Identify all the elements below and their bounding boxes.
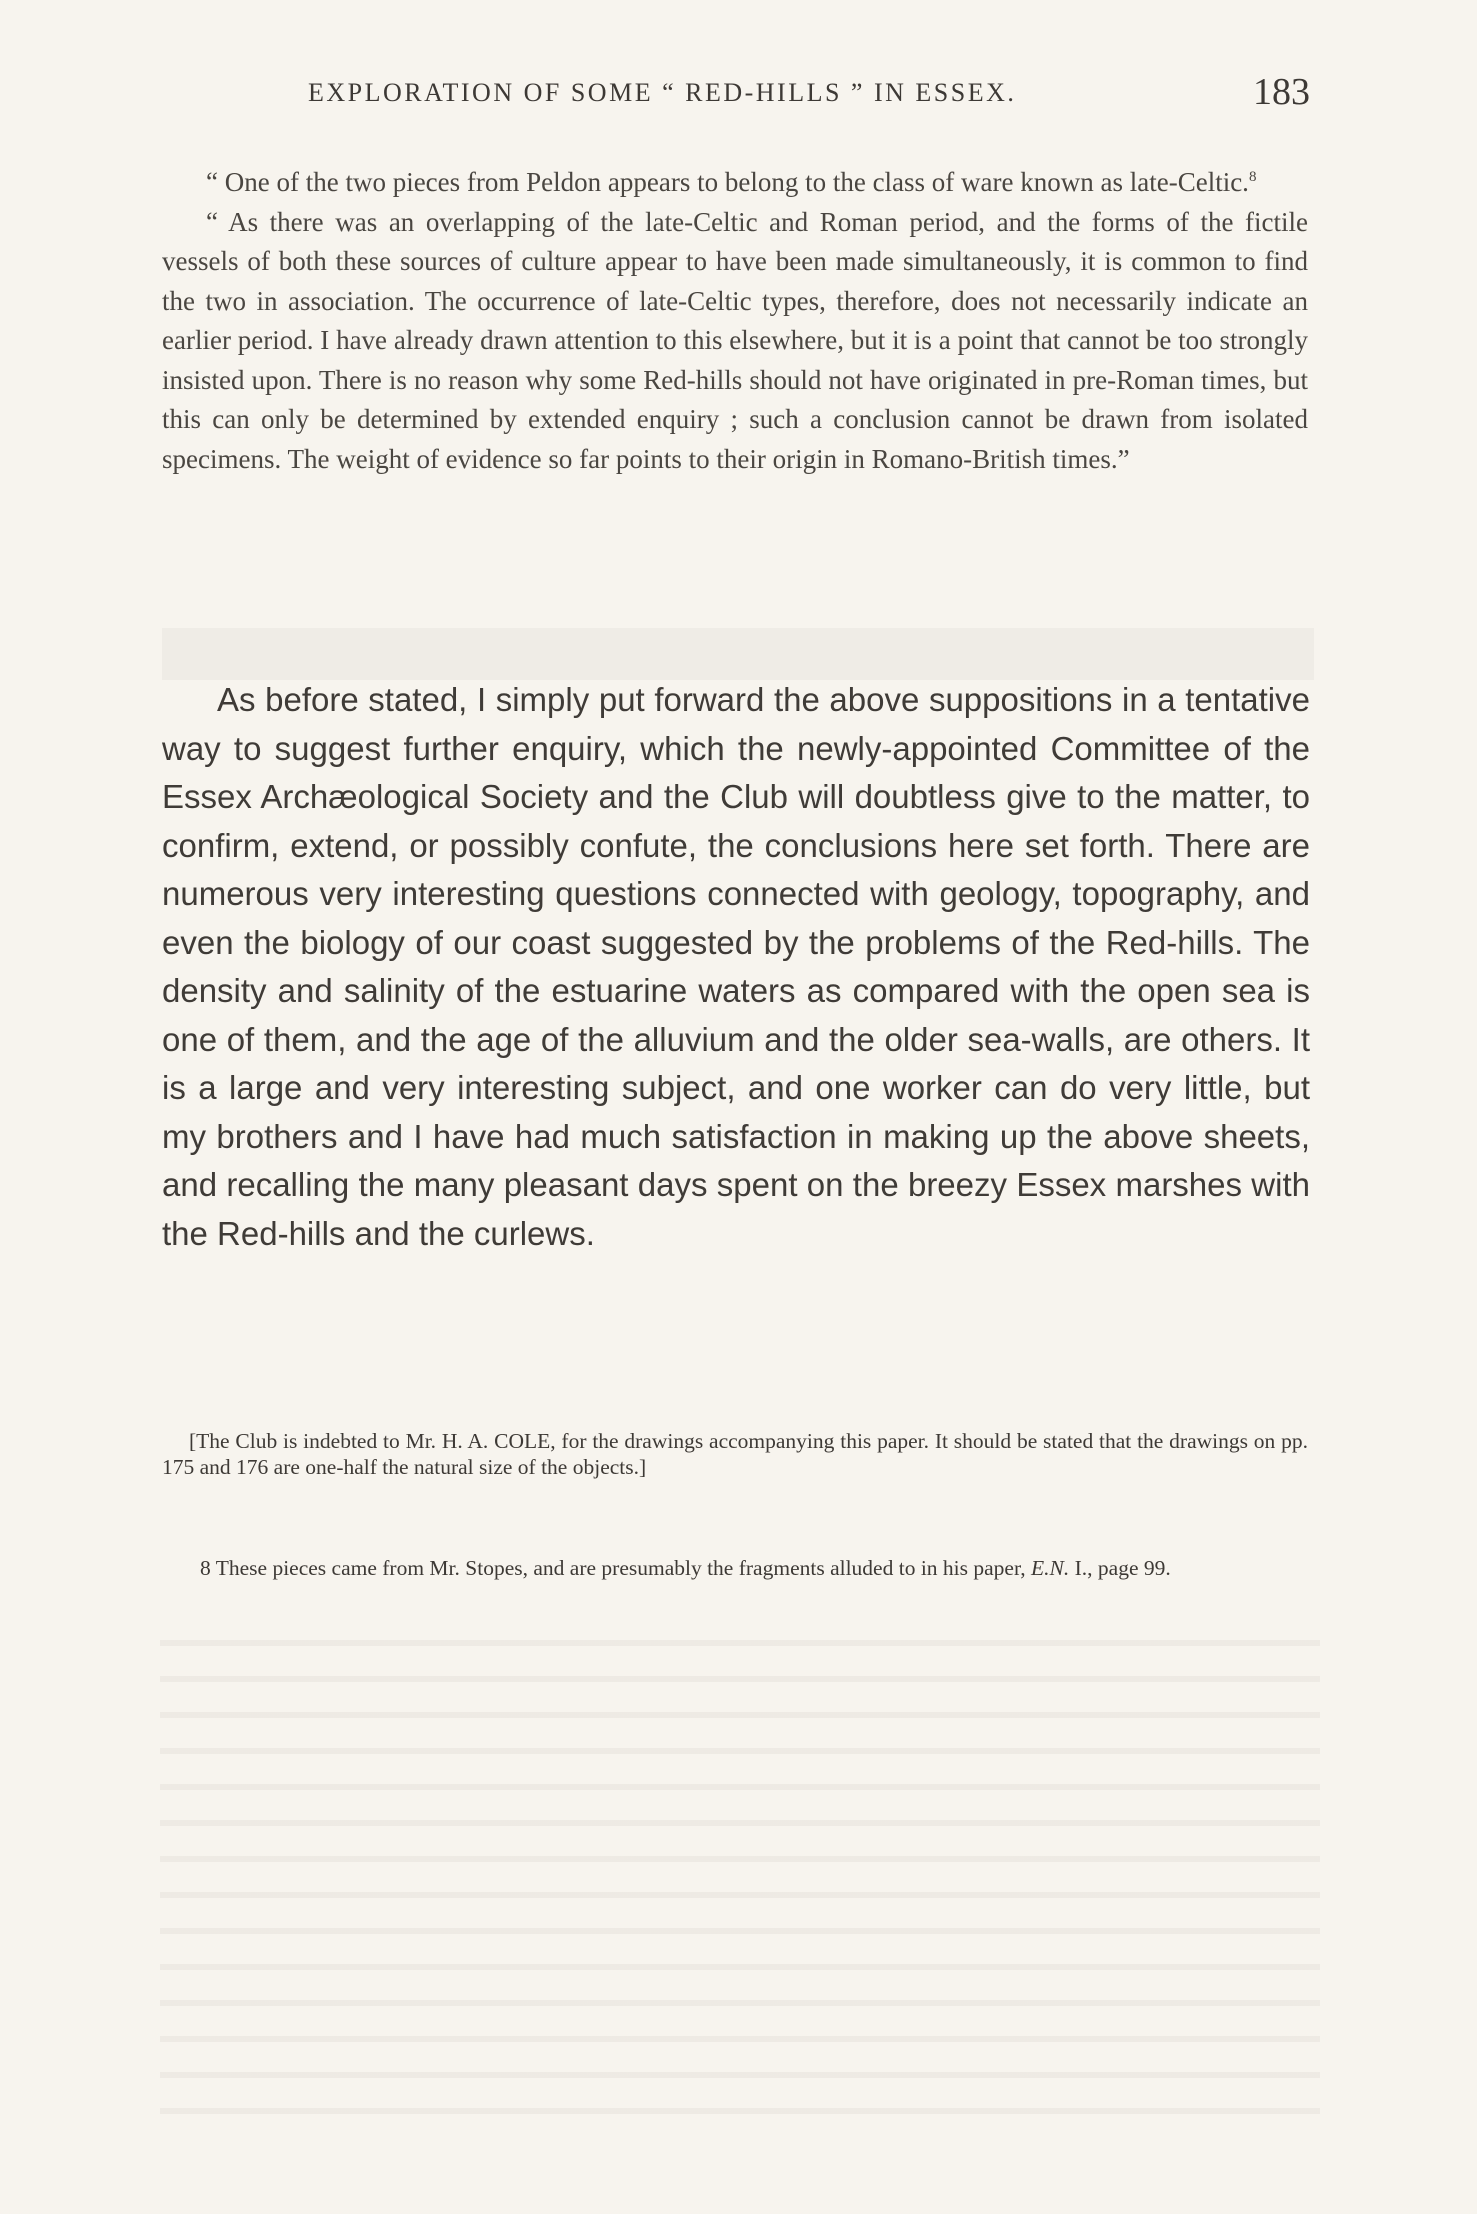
body-paragraph: As before stated, I simply put forward the above suppositions in a tentative way to suggest further enquiry, which the newly-appointed Committee of the Essex Archæological Society and the Club will doubtless give to the matter, to confirm, extend, or possibly confute, the conclusions here set forth. There are numerous very interesting questions connected with geology, topography, and even the biology of our coast suggested by the problems of the Red-hills. The density and salinity of the estuarine waters as compared with the open sea is one of them, and the age of the alluvium and the older sea-walls, are others. It is a large and very interesting subject, and one worker can do very little, but my brothers and I have had much satisfaction in making up the above sheets, and recalling the many pleasant days spent on the breezy Essex marshes with the Red-hills and the curlews.	[162, 681, 1310, 1252]
footnote-text-start: 8 These pieces came from Mr. Stopes, and are presumably the fragments alluded to in his paper,	[200, 1556, 1026, 1580]
page-number: 183	[1253, 71, 1310, 113]
editor-note: [The Club is indebted to Mr. H. A. COLE, for the drawings accompanying this paper. It should be stated that the drawings on pp. 175 and 176 are one-half the natural size of the objects.]	[162, 1429, 1308, 1479]
scan-shading	[162, 628, 1314, 680]
footnote	[162, 1555, 1308, 1581]
footnote-text-end: I., page 99.	[1074, 1556, 1171, 1580]
footnote-reference: 8	[1248, 169, 1257, 185]
quote-paragraph-2: “ As there was an overlapping of the late-Celtic and Roman period, and the forms of the fictile vessels of both these sources of culture appear to have been made simultaneously, it is common to find the two in association. The occurrence of late-Celtic types, therefore, does not necessarily indicate an earlier period. I have already drawn attention to this elsewhere, but it is a point that cannot be too strongly insisted upon. There is no reason why some Red-hills should not have originated in pre-Roman times, but this can only be determined by extended enquiry ; such a conclusion cannot be drawn from isolated specimens. The weight of evidence so far points to their origin in Romano-British times.”	[162, 206, 1308, 474]
bleed-through-area	[160, 1610, 1320, 2130]
quote-paragraph-1	[162, 158, 1308, 203]
quote-paragraph-1-text: “ One of the two pieces from Peldon appears to belong to the class of ware known as late-Celtic.	[206, 167, 1249, 197]
running-title: EXPLORATION OF SOME “ RED-HILLS ” IN ESSEX.	[308, 78, 1017, 107]
quoted-passage	[162, 158, 1308, 479]
running-head	[158, 70, 1310, 130]
footnote-journal: E.N.	[1031, 1556, 1070, 1580]
